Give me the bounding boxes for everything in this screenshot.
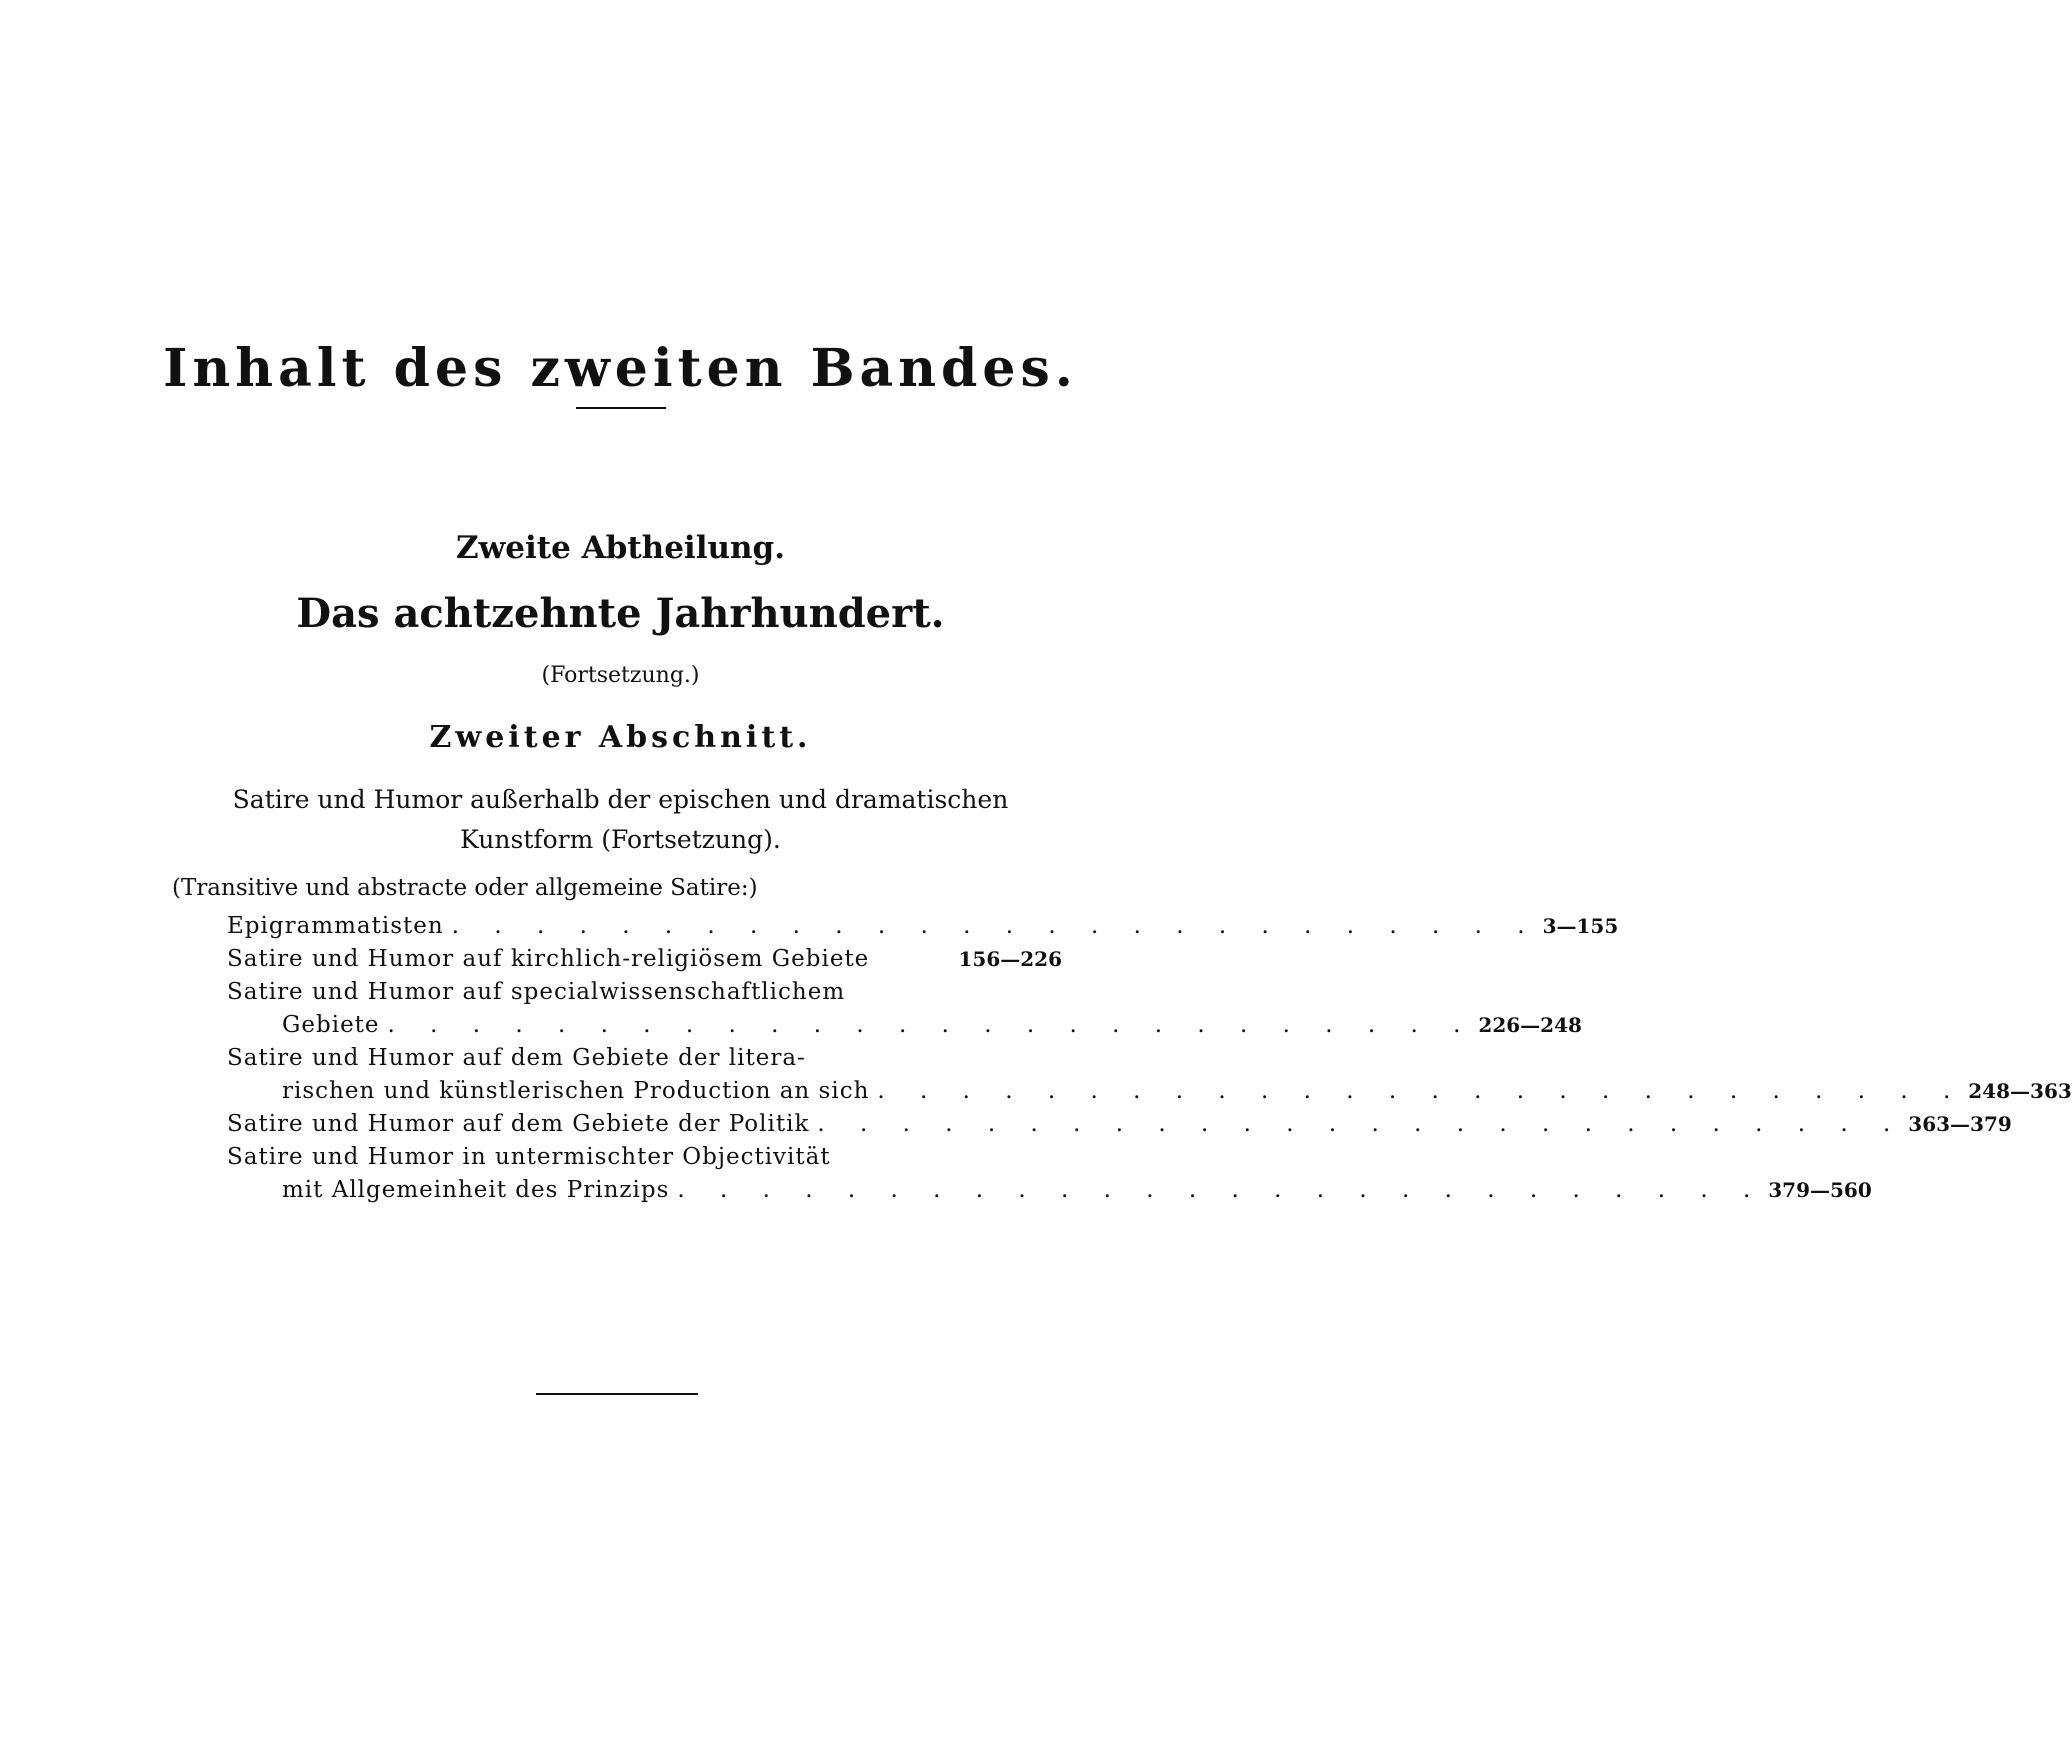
toc-line xyxy=(227,1045,1062,1078)
dot-leader: . . . . . . . . . . . . . . . . . . . . . . . . . . xyxy=(677,1177,1765,1203)
toc-entry-epigrammatisten xyxy=(227,913,1619,946)
toc-page-range: 363—379 xyxy=(1908,1112,2012,1136)
title-divider xyxy=(576,407,666,409)
toc-entry-kirchlich xyxy=(227,946,1062,979)
toc-line xyxy=(227,979,1062,1012)
division-heading: Zweite Abtheilung. xyxy=(455,530,786,566)
toc-page-range: 248—363 xyxy=(1968,1079,2072,1103)
toc-line xyxy=(227,913,1619,946)
toc-entry-objectivitaet xyxy=(227,1144,1872,1210)
dot-leader: . . . . . . . . . . . . . . . . . . . . . . . . . . xyxy=(877,1078,1965,1104)
continuation-note: (Fortsetzung.) xyxy=(541,663,700,688)
toc-page-range: 379—560 xyxy=(1768,1178,1872,1202)
century-heading: Das achtzehnte Jahrhundert. xyxy=(296,590,945,637)
bottom-divider xyxy=(536,1393,698,1395)
toc-line xyxy=(227,1111,2012,1144)
toc-entry-text: Satire und Humor auf dem Gebiete der Politik xyxy=(227,1111,810,1137)
dot-leader: . . . . . . . . . . . . . . . . . . . . . . . . . . xyxy=(387,1012,1475,1038)
toc-line xyxy=(227,1078,2072,1111)
toc-entry-text: Satire und Humor in untermischter Objectivität xyxy=(227,1144,831,1170)
dot-leader: . . . . . . . . . . . . . . . . . . . . . . . . . . xyxy=(817,1111,1905,1137)
section-heading: Zweiter Abschnitt. xyxy=(429,720,812,755)
toc-entry-specialwissenschaftlich xyxy=(227,979,1582,1045)
toc-page-range: 156—226 xyxy=(958,947,1062,971)
toc-line xyxy=(227,1012,1582,1045)
toc-entry-text: Epigrammatisten xyxy=(227,913,444,939)
toc-entry-literarisch xyxy=(227,1045,2072,1111)
page-title: Inhalt des zweiten Bandes. xyxy=(163,338,1078,399)
section-description xyxy=(0,780,1241,860)
toc-entry-text: Satire und Humor auf dem Gebiete der litera- xyxy=(227,1045,806,1071)
toc-line xyxy=(227,946,1062,979)
toc-entry-text-continued: Gebiete xyxy=(282,1012,380,1038)
toc-page-range: 3—155 xyxy=(1542,914,1619,938)
toc-entry-text: Satire und Humor auf specialwissenschaftlichem xyxy=(227,979,846,1005)
toc-line xyxy=(227,1144,1062,1177)
toc-entry-text-continued: rischen und künstlerischen Production an sich xyxy=(282,1078,870,1104)
toc-line xyxy=(227,1177,1872,1210)
toc-page-range: 226—248 xyxy=(1478,1013,1582,1037)
toc-entry-text-continued: mit Allgemeinheit des Prinzips xyxy=(282,1177,670,1203)
dot-leader: . . . . . . . . . . . . . . . . . . . . . . . . . . xyxy=(451,913,1539,939)
toc-entry-text: Satire und Humor auf kirchlich-religiösem Gebiete xyxy=(227,946,870,972)
toc-intro: (Transitive und abstracte oder allgemeine Satire:) xyxy=(172,875,758,901)
toc-entry-politik xyxy=(227,1111,2012,1144)
section-description-text: Satire und Humor außerhalb der epischen und dramatischen Kunstform (Fortsetzung). xyxy=(232,785,1009,854)
